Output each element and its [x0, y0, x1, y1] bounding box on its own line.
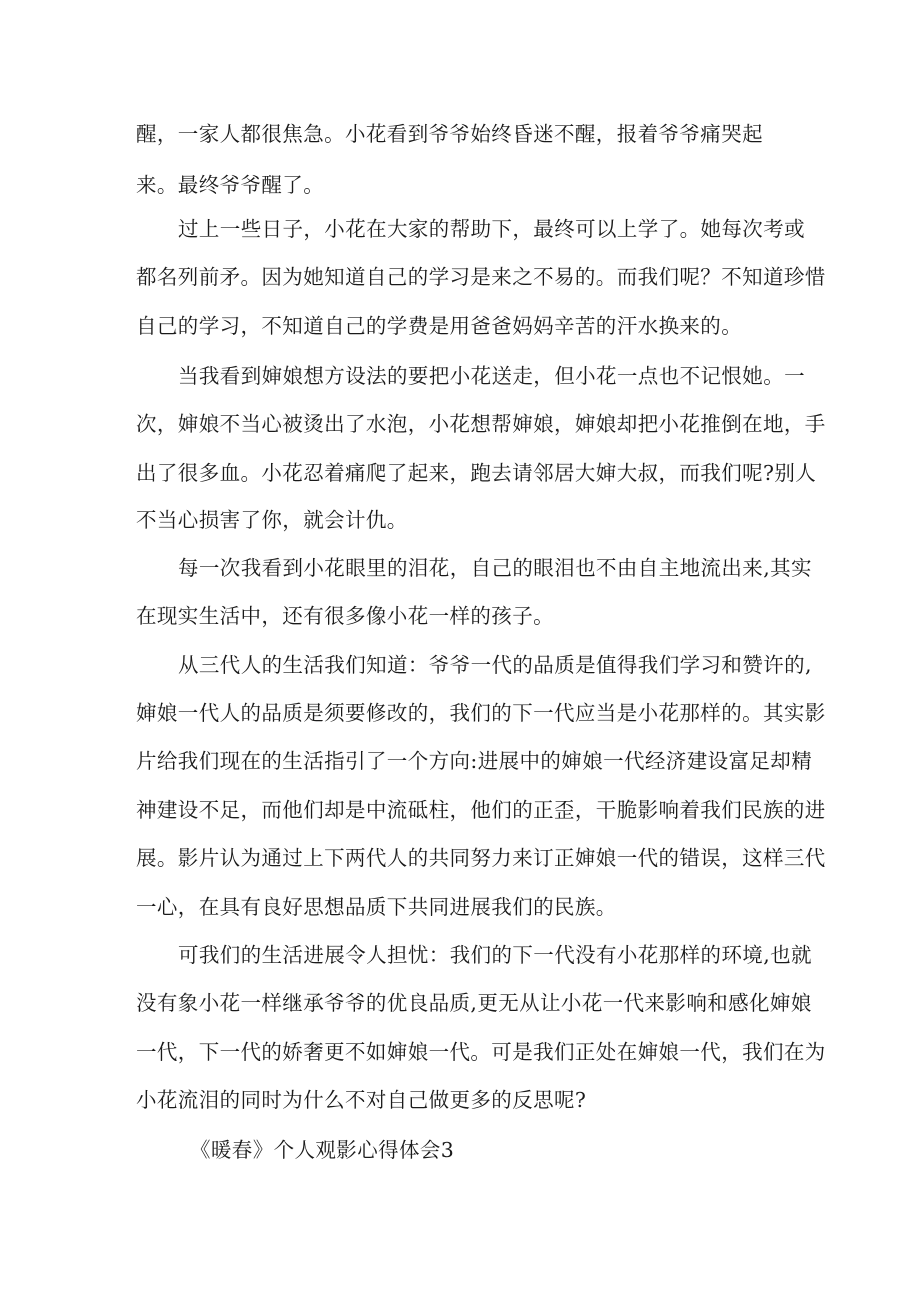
- paragraph-line: 出了很多血。小花忍着痛爬了起来，跑去请邻居大婶大叔，而我们呢?别人: [136, 461, 817, 485]
- paragraph-line: 当我看到婶娘想方设法的要把小花送走，但小花一点也不记恨她。一: [178, 364, 805, 388]
- paragraph-line: 都名列前矛。因为她知道自己的学习是来之不易的。而我们呢？不知道珍惜: [136, 265, 826, 289]
- paragraph-line: 展。影片认为通过上下两代人的共同努力来订正婶娘一代的错误，这样三代: [136, 846, 826, 870]
- paragraph-line: 婶娘一代人的品质是须要修改的，我们的下一代应当是小花那样的。其实影: [136, 701, 826, 725]
- paragraph-line: 一代，下一代的娇奢更不如婶娘一代。可是我们正处在婶娘一代，我们在为: [136, 1040, 826, 1064]
- paragraph-line: 次，婶娘不当心被烫出了水泡，小花想帮婶娘，婶娘却把小花推倒在地，手: [136, 412, 826, 436]
- paragraph-line: 一心，在具有良好思想品质下共同进展我们的民族。: [136, 895, 617, 919]
- paragraph-line: 可我们的生活进展令人担忧：我们的下一代没有小花那样的环境,也就: [178, 943, 812, 967]
- paragraph-line: 没有象小花一样继承爷爷的优良品质,更无从让小花一代来影响和感化婶娘: [136, 991, 812, 1015]
- paragraph-line: 片给我们现在的生活指引了一个方向:进展中的婶娘一代经济建设富足却精: [136, 749, 813, 773]
- paragraph-line: 不当心损害了你，就会计仇。: [136, 508, 408, 532]
- paragraph-line: 过上一些日子，小花在大家的帮助下，最终可以上学了。她每次考或: [178, 217, 805, 241]
- paragraph-line: 神建设不足，而他们却是中流砥柱，他们的正歪，干脆影响着我们民族的进: [136, 798, 826, 822]
- section-heading: 《暖春》个人观影心得体会3: [190, 1138, 455, 1162]
- paragraph-line: 自己的学习，不知道自己的学费是用爸爸妈妈辛苦的汗水换来的。: [136, 314, 743, 338]
- paragraph-line: 小花流泪的同时为什么不对自己做更多的反思呢?: [136, 1088, 587, 1112]
- paragraph-line: 来。最终爷爷醒了。: [136, 173, 325, 197]
- paragraph-line: 从三代人的生活我们知道：爷爷一代的品质是值得我们学习和赞许的,: [178, 653, 812, 677]
- paragraph-line: 醒，一家人都很焦急。小花看到爷爷始终昏迷不醒，报着爷爷痛哭起: [136, 122, 763, 146]
- paragraph-line: 每一次我看到小花眼里的泪花，自己的眼泪也不由自主地流出来,其实: [178, 556, 812, 580]
- paragraph-line: 在现实生活中，还有很多像小花一样的孩子。: [136, 604, 554, 628]
